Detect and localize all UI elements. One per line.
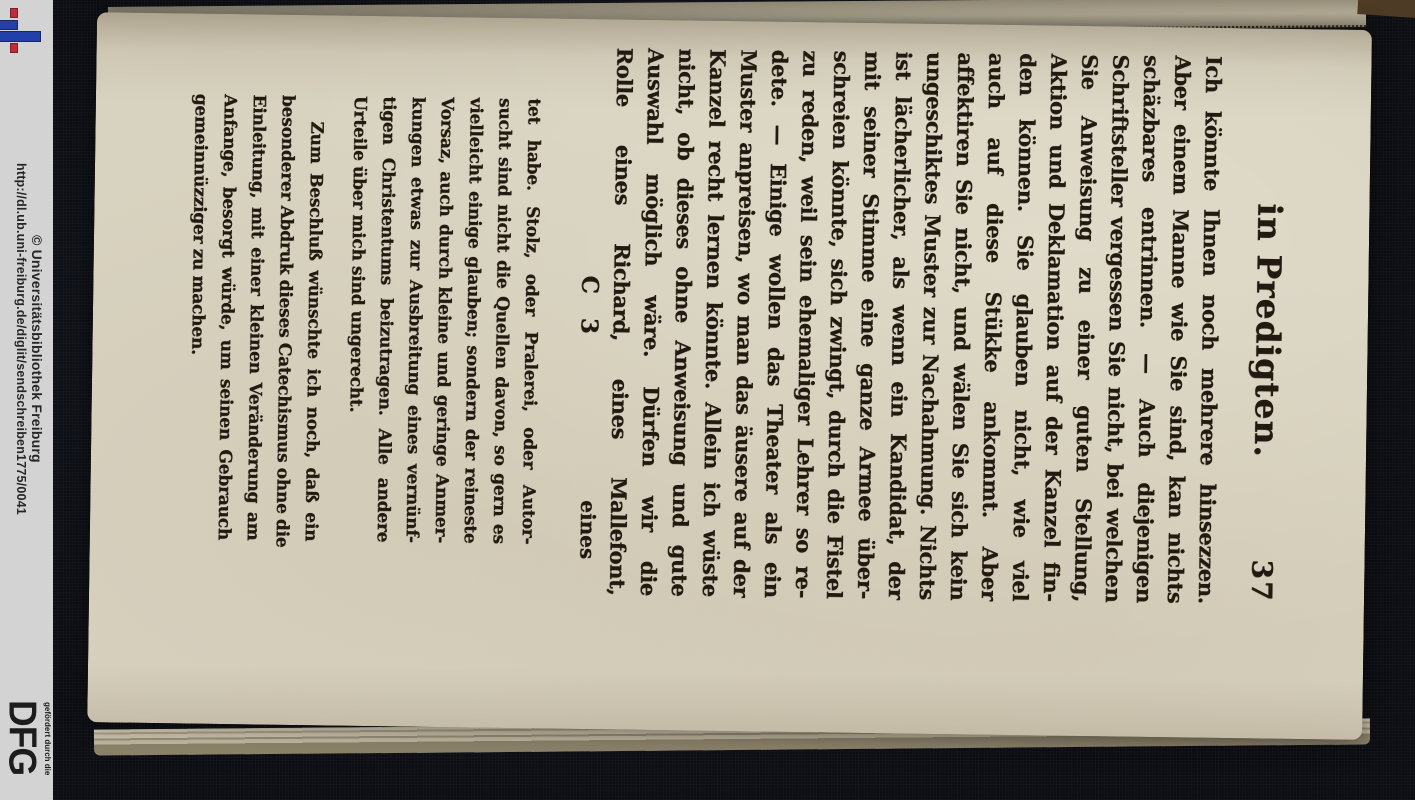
- text-line: mit seiner Stimme eine ganze Armee über-: [853, 50, 886, 600]
- text-line: auch auf diese Stükke ankommt. Aber: [976, 52, 1010, 601]
- text-line: besonderer Abdruk dieses Catechismus ohne die: [271, 94, 298, 548]
- logo-blue-bar-short: [0, 21, 17, 29]
- page-text-block: [179, 41, 1292, 604]
- text-line: Aktion und Deklamation auf der Kanzel fin-: [1038, 53, 1072, 602]
- text-line: tet habe. Stolz, oder Pralerei, oder Autor-: [517, 98, 544, 545]
- text-line: gemeinnüzziger zu machen.: [187, 93, 211, 355]
- text-line: Kanzel recht lernen könnte. Allein ich wüste: [698, 48, 731, 597]
- text-line: Ich könnte Ihnen noch mehrere hinsezzen.: [1193, 55, 1227, 604]
- logo-blue-bar-long: [0, 32, 40, 41]
- text-line: zu reden, weil sein ehemaliger Lehrer so re-: [791, 49, 824, 599]
- page-number: 37: [1244, 559, 1279, 603]
- text-line: Muster anpreisen, wo man das äusere auf der: [729, 49, 762, 598]
- text-line: Auswahl möglich wäre. Dürfen wir die: [636, 47, 669, 597]
- text-line: vielleicht einige glauben; sondern der reineste: [459, 97, 486, 544]
- text-line: kungen etwas zur Ausbreitung eines vernünf-: [401, 96, 428, 543]
- signature-mark: C 3: [575, 275, 604, 334]
- text-line: Rolle eines Richard, eines Mallefont,: [605, 47, 638, 596]
- copyright-label: © Universitätsbibliothek Freiburg: [29, 235, 45, 463]
- text-line: affektiren Sie nicht, und wälen Sie sich kein: [945, 52, 979, 601]
- catchword: eines: [575, 500, 601, 560]
- text-line: Einleitung, mit einer kleinen Veränderung am: [242, 94, 269, 541]
- body-paragraph: [602, 47, 1230, 604]
- text-line: Aber einem Manne wie Sie sind, kan nichts: [1162, 55, 1196, 604]
- running-header: [1238, 56, 1292, 605]
- text-line: Sie Anweisung zu einer guten Stellung,: [1069, 53, 1103, 603]
- text-line: Schriftsteller vergessen Sie nicht, bei welchen: [1100, 54, 1134, 603]
- text-line: den können. Sie glauben nicht, wie viel: [1007, 53, 1041, 602]
- text-line: ist lächerlicher, als wenn ein Kandidat, der: [884, 51, 917, 600]
- dfg-acronym: DFG: [1, 700, 45, 776]
- signature-line: [568, 47, 607, 595]
- text-line: schäzbares entrinnen. — Auch diejenigen: [1131, 54, 1165, 604]
- logo-red-square-top: [11, 9, 17, 17]
- text-line: Zum Beschluß wünschte ich noch, daß ein: [300, 121, 327, 542]
- text-line: dete. — Einige wollen das Theater als ein: [760, 49, 793, 598]
- footnote-block: [339, 96, 548, 545]
- text-line: Anfange, besorgt würde, um seinen Gebrauch: [213, 93, 240, 541]
- text-line: sucht sind nicht die Quellen davon, so gern es: [488, 97, 515, 544]
- text-line: Vorsaz, auch durch kleine und geringe Anmer-: [430, 96, 457, 544]
- text-line: nicht, ob dieses ohne Anweisung und gute: [667, 48, 700, 597]
- document-url-label: http://dl.ub.uni-freiburg.de/diglit/sendschreiben1775/0041: [14, 163, 28, 515]
- text-line: tigen Christentums beizutragen. Alle andere: [372, 96, 399, 543]
- ub-freiburg-logo-icon: [0, 0, 53, 60]
- text-line: schreien könnte, sich zwingt, durch die Fistel: [822, 50, 855, 599]
- text-line: Urteile über mich sind ungerecht.: [345, 95, 370, 413]
- dfg-funding-note: gefördert durch die: [43, 702, 52, 776]
- logo-red-square-bottom: [11, 44, 17, 52]
- closing-paragraph: [180, 93, 331, 548]
- page-title: in Predigten.: [1247, 203, 1290, 459]
- scanned-book-page: [87, 12, 1372, 740]
- text-line: ungeschiktes Muster zur Nachahmung. Nichts: [915, 51, 948, 601]
- library-sidebar: [0, 0, 53, 800]
- dfg-logo: [1, 698, 53, 798]
